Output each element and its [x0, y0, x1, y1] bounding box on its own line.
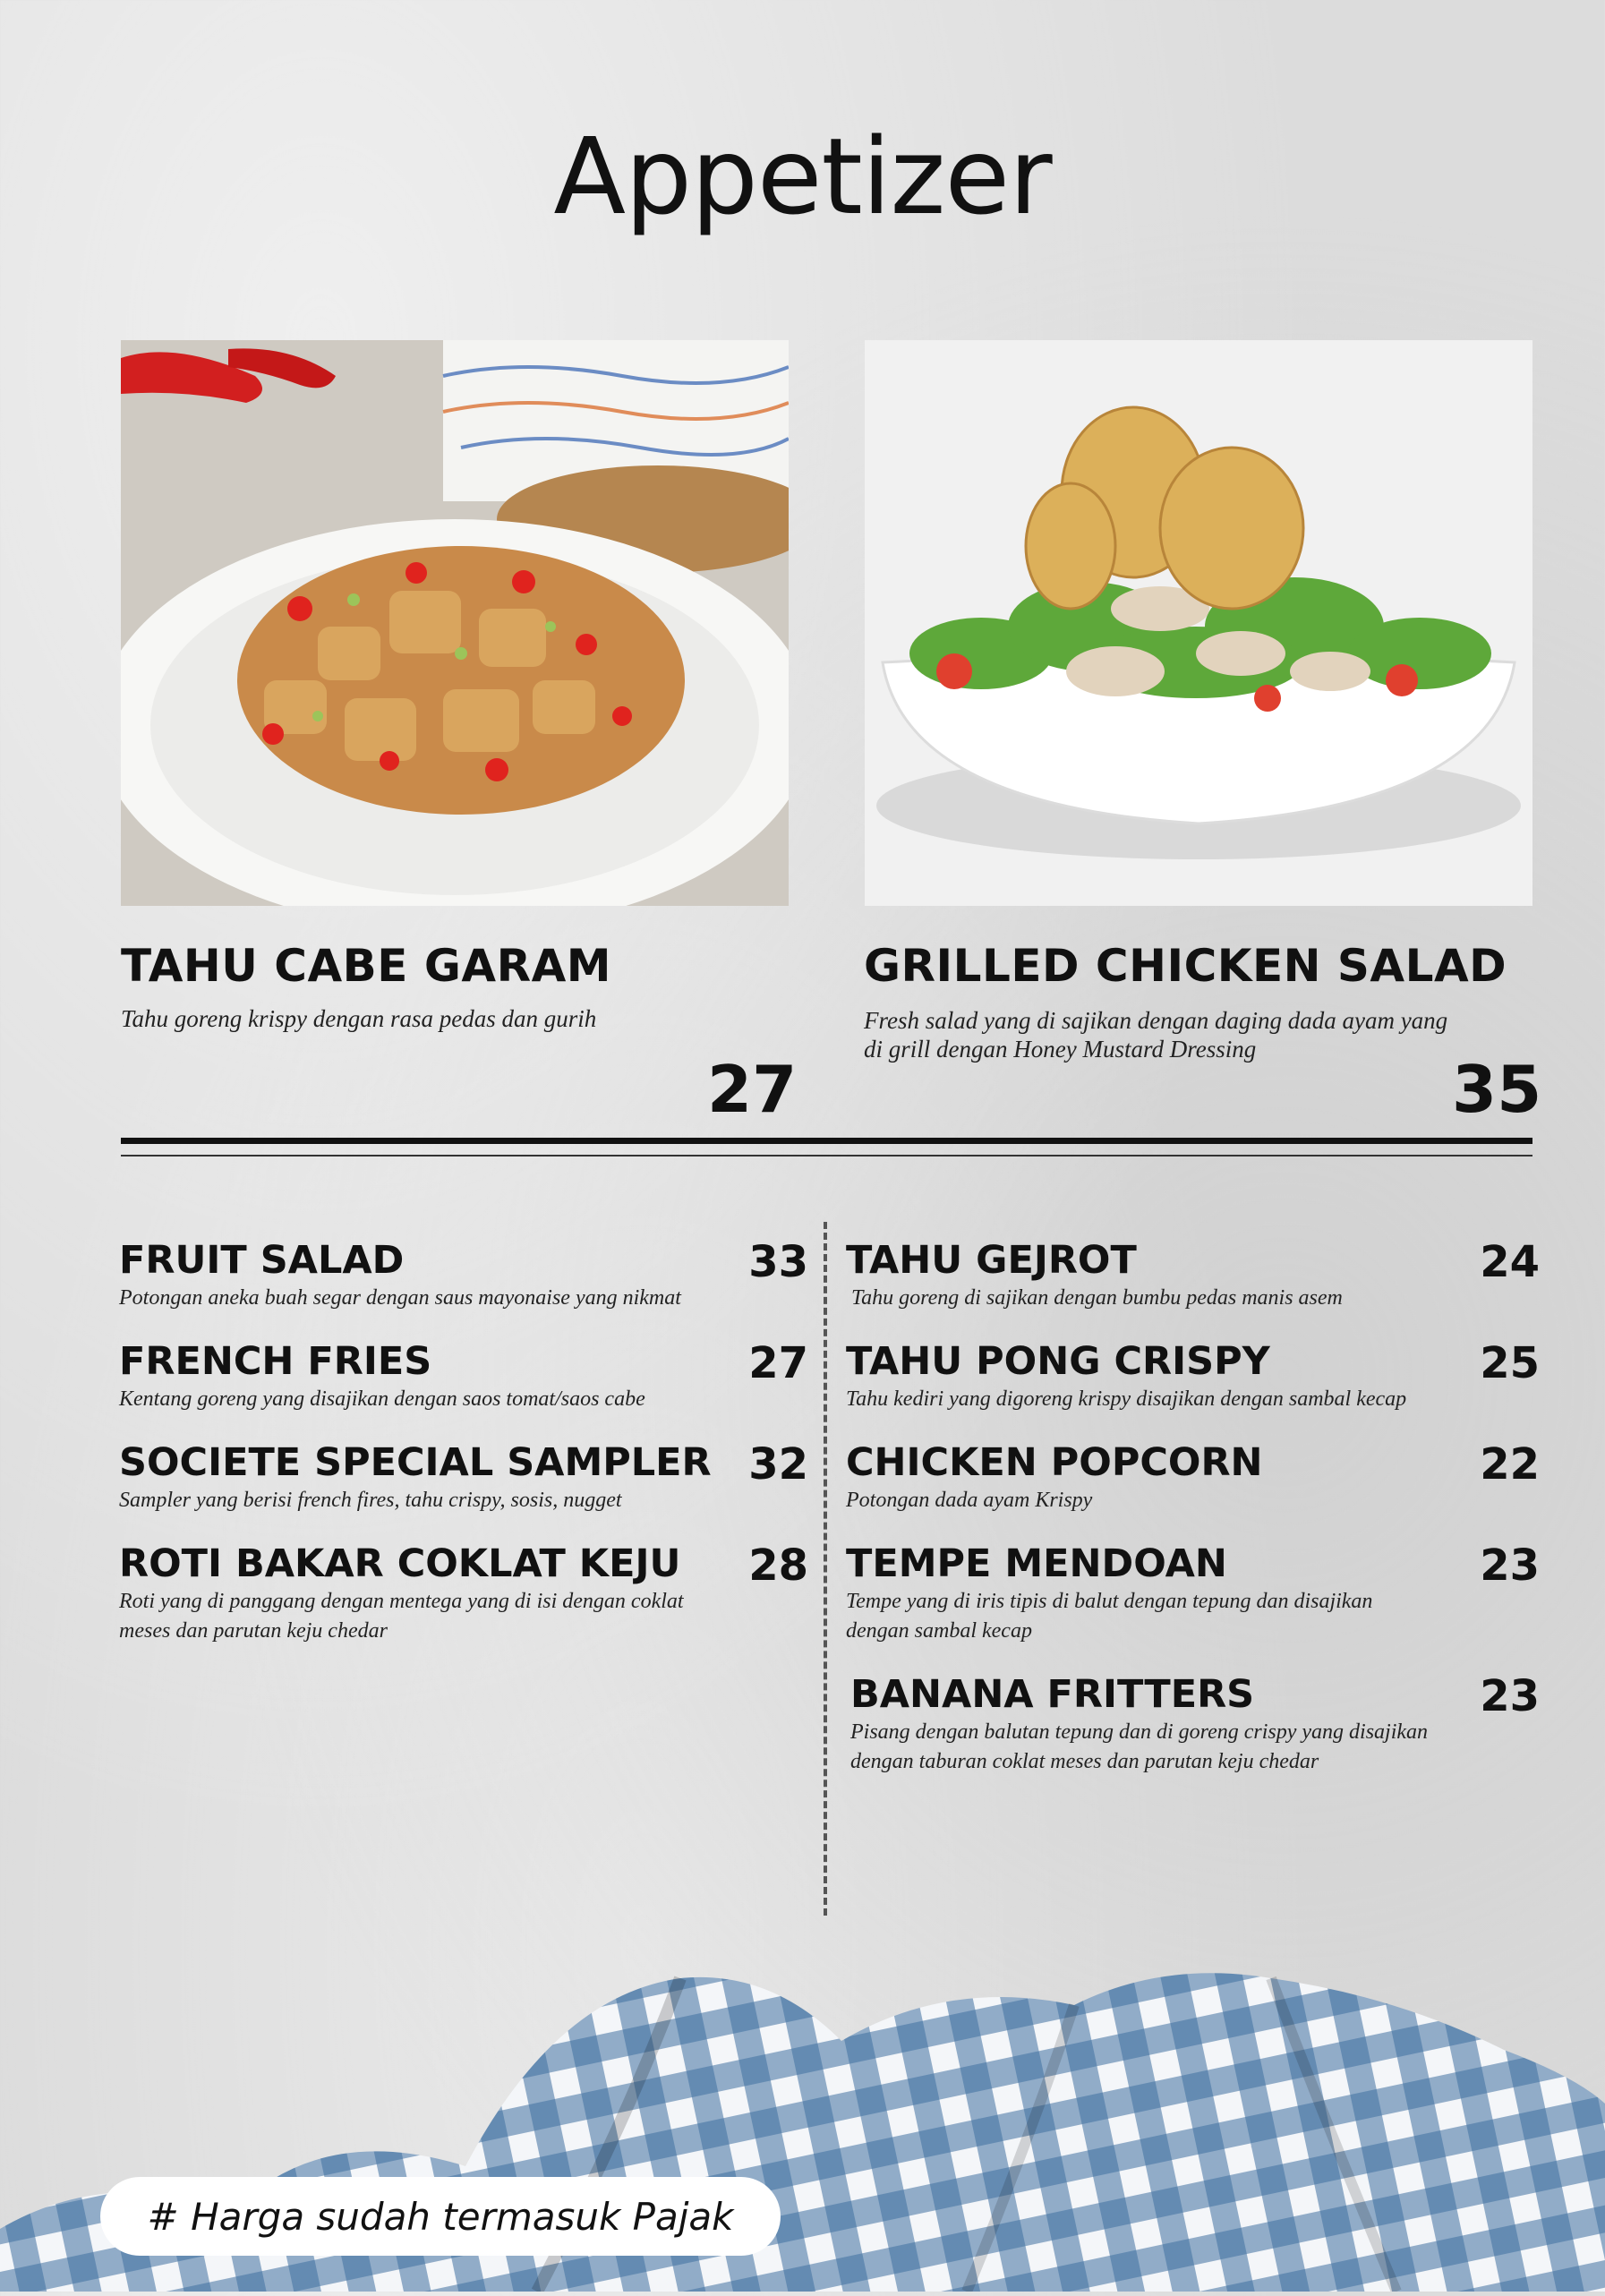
featured-item-name: TAHU CABE GARAM — [121, 940, 612, 992]
featured-item-description — [864, 1006, 1447, 1063]
menu-item-description: Kentang goreng yang disajikan dengan saos tomat/saos cabe — [119, 1387, 645, 1411]
menu-item-name: TAHU PONG CRISPY — [846, 1339, 1270, 1384]
tahu-cabe-garam-photo — [121, 340, 789, 906]
menu-item — [846, 1541, 1540, 1646]
featured-item-name: GRILLED CHICKEN SALAD — [864, 940, 1507, 992]
menu-item-price: 33 — [748, 1237, 808, 1287]
menu-item-name: BANANA FRITTERS — [850, 1672, 1255, 1717]
menu-item-description: dengan sambal kecap — [846, 1619, 1032, 1643]
menu-item-name: ROTI BAKAR COKLAT KEJU — [119, 1541, 681, 1586]
menu-item-price: 28 — [748, 1541, 808, 1591]
menu-item — [119, 1237, 808, 1313]
menu-item-description: Tempe yang di iris tipis di balut dengan tepung dan disajikan — [846, 1590, 1373, 1613]
menu-item — [119, 1541, 808, 1646]
menu-item-name: FRUIT SALAD — [119, 1238, 405, 1283]
grilled-chicken-salad-photo — [865, 340, 1532, 906]
menu-item-description: Tahu goreng di sajikan dengan bumbu pedas manis asem — [851, 1286, 1343, 1310]
featured-item-price: 27 — [707, 1052, 798, 1127]
page-title: Appetizer — [553, 115, 1052, 238]
menu-item-description: meses dan parutan keju chedar — [119, 1619, 388, 1643]
menu-item-name: FRENCH FRIES — [119, 1339, 432, 1384]
menu-item-price: 32 — [748, 1439, 808, 1489]
menu-item-description: Potongan aneka buah segar dengan saus mayonaise yang nikmat — [119, 1286, 681, 1310]
menu-item-description: dengan taburan coklat meses dan parutan keju chedar — [850, 1750, 1319, 1773]
menu-item — [846, 1237, 1540, 1313]
menu-item-name: TAHU GEJROT — [846, 1238, 1137, 1283]
menu-item — [119, 1439, 808, 1515]
menu-item-price: 24 — [1480, 1237, 1540, 1287]
menu-item-description: Pisang dengan balutan tepung dan di goreng crispy yang disajikan — [850, 1720, 1429, 1744]
section-divider-thick — [121, 1138, 1532, 1144]
menu-item-description: Potongan dada ayam Krispy — [846, 1489, 1093, 1512]
featured-item-description: Tahu goreng krispy dengan rasa pedas dan gurih — [121, 1005, 597, 1032]
menu-item — [119, 1338, 808, 1414]
menu-item-description: Roti yang di panggang dengan mentega yang di isi dengan coklat — [119, 1590, 684, 1613]
featured-item-price: 35 — [1452, 1052, 1542, 1127]
menu-item-price: 25 — [1480, 1338, 1540, 1388]
column-divider — [824, 1222, 827, 1916]
tax-note-badge — [100, 2177, 781, 2256]
menu-item-description: Tahu kediri yang digoreng krispy disajikan dengan sambal kecap — [846, 1387, 1407, 1411]
menu-item — [850, 1671, 1540, 1777]
menu-item — [846, 1439, 1540, 1515]
description-line: di grill dengan Honey Mustard Dressing — [864, 1036, 1257, 1063]
description-line: Fresh salad yang di sajikan dengan daging dada ayam yang — [864, 1007, 1448, 1034]
menu-item-price: 22 — [1480, 1439, 1540, 1489]
section-divider-thin — [121, 1155, 1532, 1157]
menu-item-price: 23 — [1480, 1541, 1540, 1591]
menu-item-name: CHICKEN POPCORN — [846, 1440, 1263, 1485]
menu-item-name: SOCIETE SPECIAL SAMPLER — [119, 1440, 712, 1485]
menu-item-price: 27 — [748, 1338, 808, 1388]
menu-item-name: TEMPE MENDOAN — [846, 1541, 1227, 1586]
tax-note-text: # Harga sudah termasuk Pajak — [147, 2194, 734, 2239]
menu-item-price: 23 — [1480, 1671, 1540, 1721]
menu-item — [846, 1338, 1540, 1414]
menu-item-description: Sampler yang berisi french fires, tahu crispy, sosis, nugget — [119, 1489, 622, 1512]
